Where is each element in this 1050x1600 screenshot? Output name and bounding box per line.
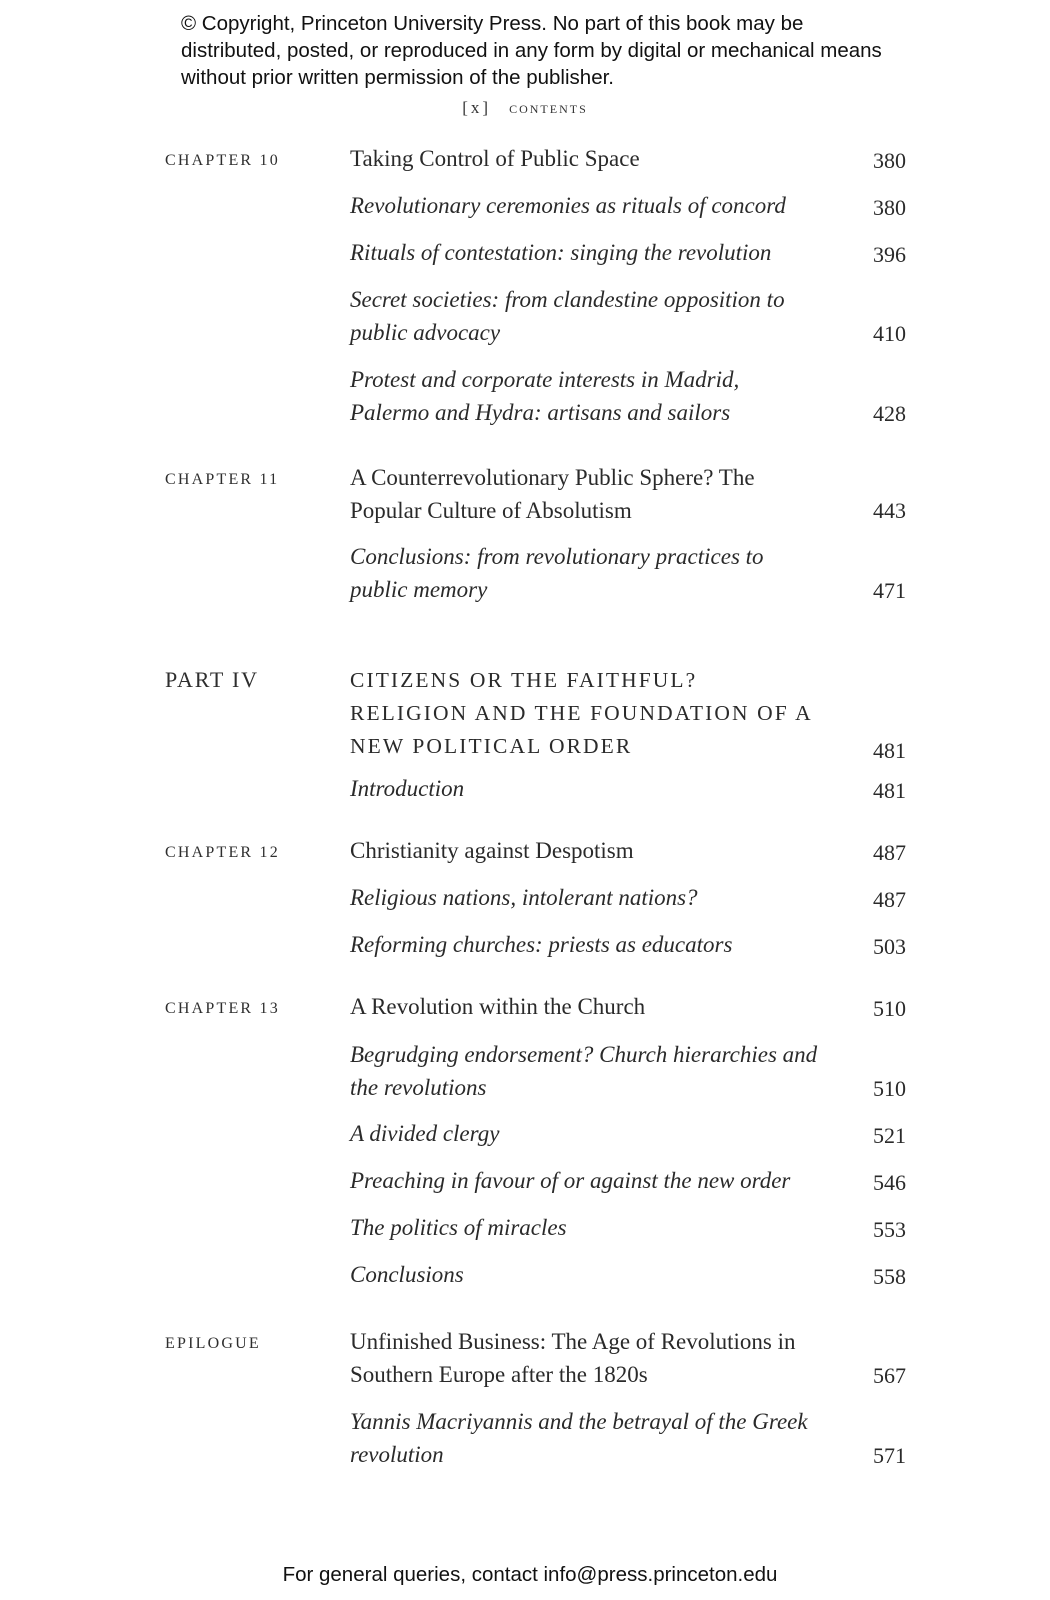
toc-section-title: Preaching in favour of or against the new order: [350, 1168, 791, 1193]
toc-section-page: 410: [873, 321, 906, 346]
toc-section-page: 510: [873, 1076, 906, 1101]
toc-section-title: Conclusions: from revolutionary practices to public memory: [350, 544, 764, 602]
toc-page-epilogue: 567: [873, 1363, 906, 1388]
toc-section-title: Conclusions: [350, 1262, 464, 1287]
toc-title-chapter-10: Taking Control of Public Space: [350, 146, 640, 171]
toc-section-title: Begrudging endorsement? Church hierarchies and the revolutions: [350, 1042, 818, 1100]
toc-page-chapter-13: 510: [873, 996, 906, 1021]
toc-section-title: Reforming churches: priests as educators: [350, 932, 733, 957]
copyright-notice: © Copyright, Princeton University Press. No part of this book may be distributed, posted, or reproduced in any form by digital or mechanical means without prior written permission of the publisher.: [181, 12, 882, 89]
footer-contact: For general queries, contact info@press.princeton.edu: [282, 1563, 778, 1586]
toc-section-title: Revolutionary ceremonies as rituals of concord: [350, 193, 786, 218]
toc-label-epilogue: EPILOGUE: [165, 1335, 261, 1352]
toc-label-part-iv: PART IV: [165, 667, 259, 692]
toc-section-page: 546: [873, 1170, 906, 1195]
toc-section-title: Protest and corporate interests in Madrid, Palermo and Hydra: artisans and sailors: [350, 367, 740, 425]
toc-section-page: 553: [873, 1217, 906, 1242]
running-head-page-number: [x]: [462, 98, 492, 117]
toc-section-page: 521: [873, 1123, 906, 1148]
toc-page-chapter-11: 443: [873, 498, 906, 523]
toc-label-chapter-10: CHAPTER 10: [165, 152, 280, 169]
toc-section-title: Rituals of contestation: singing the revolution: [350, 240, 772, 265]
toc-section-page: 380: [873, 195, 906, 220]
toc-title-part-iv: CITIZENS OR THE FAITHFUL? RELIGION AND THE FOUNDATION OF A NEW POLITICAL ORDER: [350, 668, 812, 758]
toc-title-epilogue: Unfinished Business: The Age of Revolutions in Southern Europe after the 1820s: [350, 1329, 796, 1387]
toc-section-page: 487: [873, 887, 906, 912]
toc-section-page: 428: [873, 401, 906, 426]
toc-label-chapter-13: CHAPTER 13: [165, 1000, 280, 1017]
toc-section-page: 571: [873, 1443, 906, 1468]
toc-section-page: 396: [873, 242, 906, 267]
toc-title-chapter-11: A Counterrevolutionary Public Sphere? The Popular Culture of Absolutism: [350, 465, 755, 523]
running-head-label: contents: [509, 98, 588, 117]
toc-section-title: Religious nations, intolerant nations?: [350, 885, 698, 910]
toc-section-page: 503: [873, 934, 906, 959]
toc-label-chapter-11: CHAPTER 11: [165, 471, 280, 488]
toc-page-chapter-10: 380: [873, 148, 906, 173]
toc-section-title: Secret societies: from clandestine opposition to public advocacy: [350, 287, 785, 345]
toc-page-part-iv: 481: [873, 738, 906, 763]
toc-title-chapter-12: Christianity against Despotism: [350, 838, 634, 863]
toc-section-page: 558: [873, 1264, 906, 1289]
toc-section-title: A divided clergy: [350, 1121, 500, 1146]
toc-section-title: Introduction: [350, 776, 465, 801]
toc-section-page: 481: [873, 778, 906, 803]
toc-section-page: 471: [873, 578, 906, 603]
toc-section-title: The politics of miracles: [350, 1215, 567, 1240]
toc-section-title: Yannis Macriyannis and the betrayal of the Greek revolution: [350, 1409, 808, 1467]
toc-label-chapter-12: CHAPTER 12: [165, 844, 280, 861]
toc-title-chapter-13: A Revolution within the Church: [350, 994, 646, 1019]
toc-page-chapter-12: 487: [873, 840, 906, 865]
